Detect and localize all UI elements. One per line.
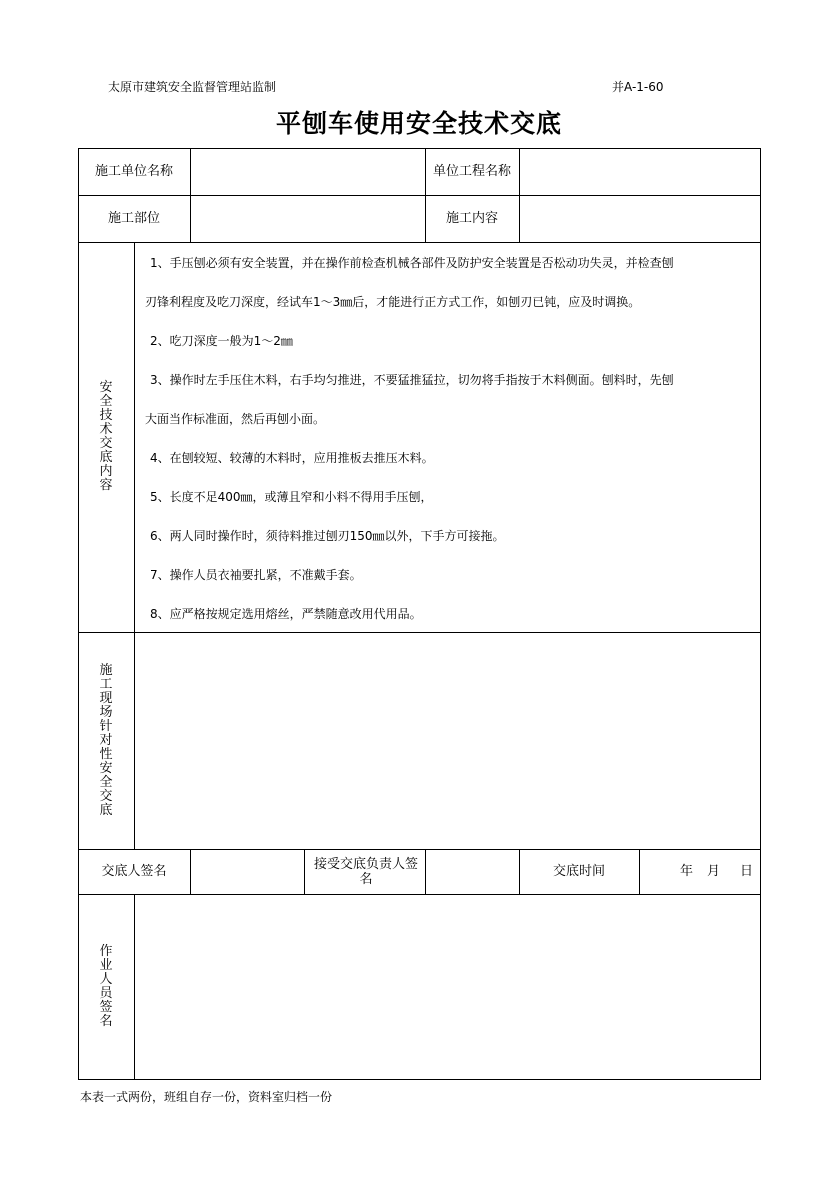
col-divider xyxy=(304,849,305,894)
unit-project-label: 单位工程名称 xyxy=(432,164,511,179)
disclosure-item: 6、两人同时操作时，须待料推过刨刃150㎜以外，下手方可接拖。 xyxy=(150,529,505,543)
date-day: 日 xyxy=(740,864,754,879)
construction-part-label: 施工部位 xyxy=(107,211,160,226)
issuer-text: 太原市建筑安全监督管理站监制 xyxy=(108,80,277,94)
document-title: 平刨车使用安全技术交底 xyxy=(275,109,562,138)
construction-unit-label: 施工单位名称 xyxy=(94,164,173,179)
receiver-sign-label: 接受交底负责人签名 xyxy=(314,856,419,887)
date-year: 年 xyxy=(680,864,694,879)
receiver-sign-field[interactable] xyxy=(426,849,519,894)
disclosure-section-label-text: 安全技术交底内容 xyxy=(99,380,113,493)
worker-sign-label xyxy=(78,894,134,1080)
site-specific-label xyxy=(78,632,134,849)
discloser-sign-label: 交底人签名 xyxy=(101,864,167,879)
disclosure-time-label: 交底时间 xyxy=(552,864,605,879)
disclosure-item: 7、操作人员衣袖要扎紧，不准戴手套。 xyxy=(150,568,362,582)
footer-note: 本表一式两份，班组自存一份，资料室归档一份 xyxy=(80,1090,333,1104)
disclosure-section-label xyxy=(78,242,134,632)
disclosure-item: 3、操作时左手压住木料，右手均匀推进，不要猛推猛拉，切勿将手指按于木料侧面。刨料时，先刨 xyxy=(150,373,674,387)
disclosure-item: 刃锋利程度及吃刀深度，经试车1～3㎜后，才能进行正方式工作，如刨刃已钝，应及时调换。 xyxy=(145,295,641,309)
date-month: 月 xyxy=(707,864,721,879)
disclosure-item: 1、手压刨必须有安全装置，并在操作前检查机械各部件及防护安全装置是否松动功失灵，并检查刨 xyxy=(150,256,674,270)
form-code: 并A-1-60 xyxy=(612,80,664,94)
site-specific-field[interactable] xyxy=(135,633,761,849)
disclosure-item: 8、应严格按规定选用熔丝，严禁随意改用代用品。 xyxy=(150,607,422,621)
worker-sign-field[interactable] xyxy=(135,895,761,1080)
disclosure-item: 大面当作标准面，然后再刨小面。 xyxy=(145,412,326,426)
disclosure-item: 2、吃刀深度一般为1～2㎜ xyxy=(150,334,293,348)
construction-content-field[interactable] xyxy=(520,195,761,242)
disclosure-item: 5、长度不足400㎜，或薄且窄和小料不得用手压刨， xyxy=(150,490,433,504)
worker-sign-label-text: 作业人员签名 xyxy=(99,944,113,1029)
construction-unit-field[interactable] xyxy=(191,148,425,195)
disclosure-item: 4、在刨较短、较薄的木料时，应用推板去推压木料。 xyxy=(150,451,434,465)
site-specific-label-text: 施工现场针对性安全交底 xyxy=(99,662,113,818)
discloser-sign-field[interactable] xyxy=(191,849,304,894)
row-divider xyxy=(78,242,761,243)
disclosure-date-field[interactable] xyxy=(640,849,761,894)
unit-project-field[interactable] xyxy=(520,148,761,195)
construction-content-label: 施工内容 xyxy=(445,211,498,226)
construction-part-field[interactable] xyxy=(191,195,425,242)
